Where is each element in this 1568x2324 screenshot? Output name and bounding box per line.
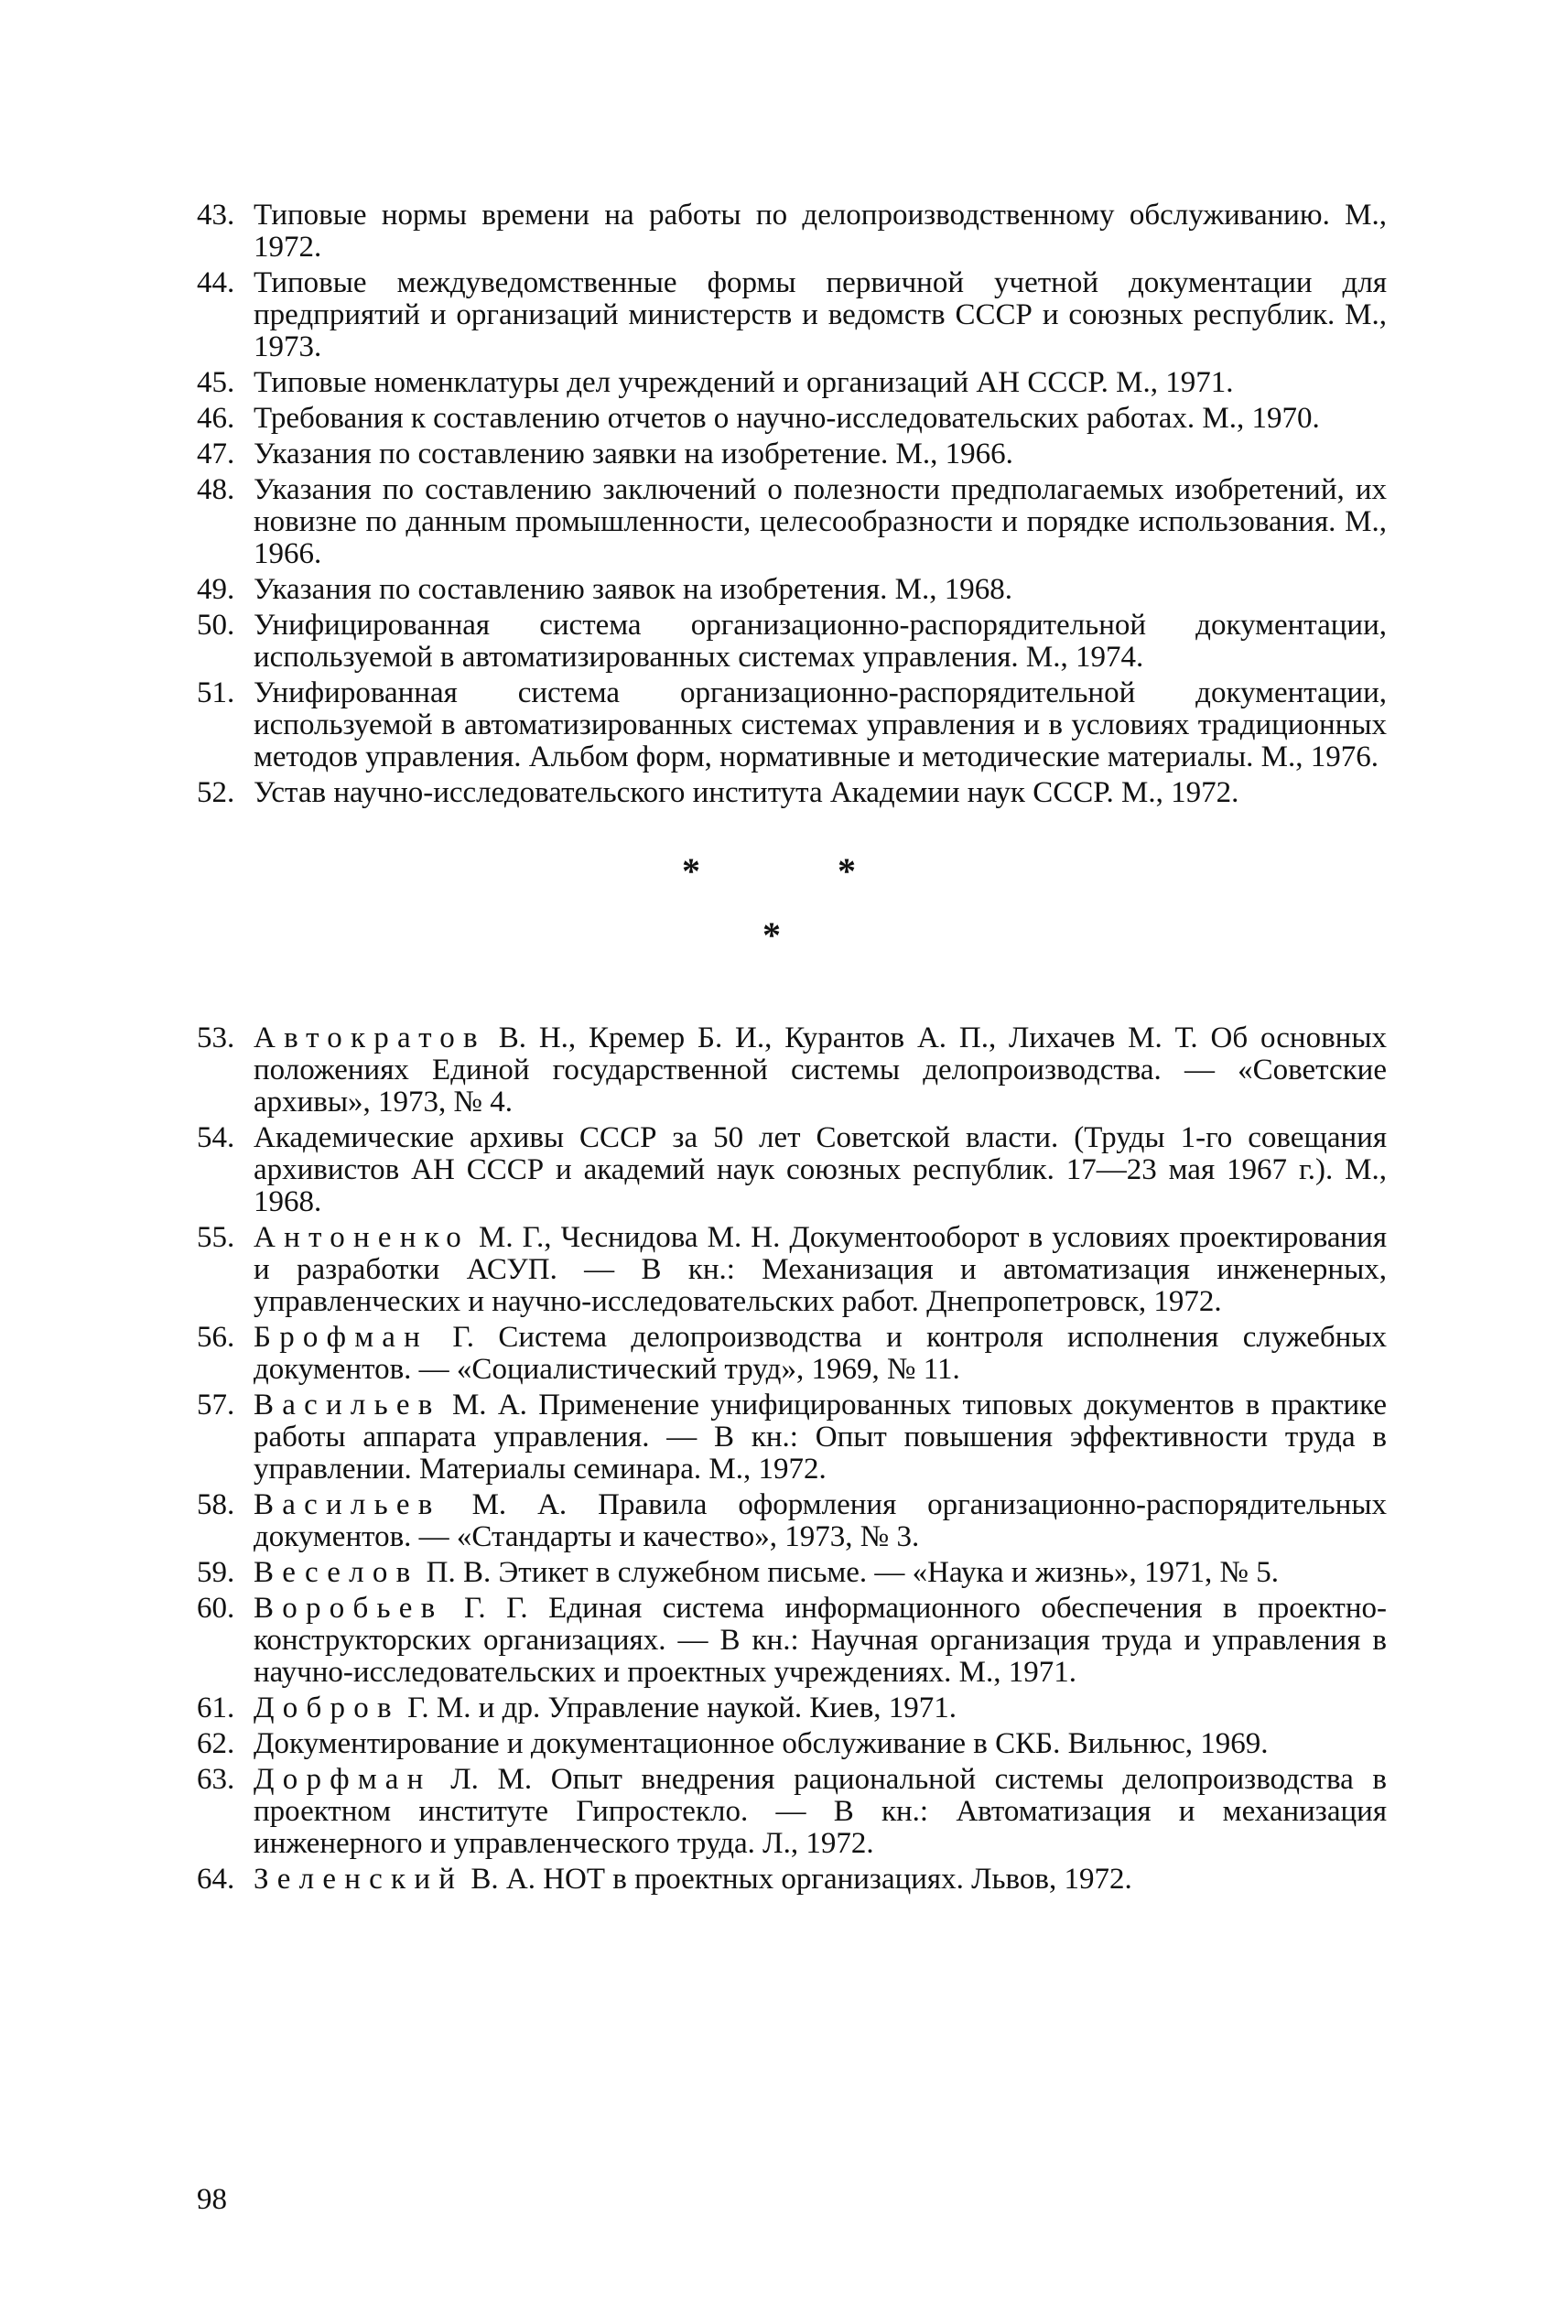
reference-author: Антоненко	[254, 1221, 470, 1254]
reference-number: 44.	[197, 266, 235, 299]
reference-text: Л. М. Опыт внедрения рациональной системы делопроизводства в проектном институте Гипростекло. — В кн.: Автоматизация и механизация инженерного и управленческого труда. Л., 1972.	[254, 1763, 1387, 1860]
reference-number: 55.	[197, 1221, 235, 1254]
reference-text: Указания по составлению заявок на изобретения. М., 1968.	[254, 573, 1012, 606]
reference-text: Типовые междуведомственные формы первичной учетной документации для предприятий и организаций министерств и ведомств СССР и союзных республик. М., 1973.	[254, 266, 1387, 363]
reference-text: Унифированная система организационно-распорядительной документации, используемой в автоматизированных системах управления и в условиях традиционных методов управления. Альбом форм, нормативные и методические материалы. М., 1976.	[254, 676, 1387, 773]
reference-item	[197, 1022, 1387, 1119]
reference-item	[197, 777, 1387, 809]
reference-text: П. В. Этикет в служебном письме. — «Наука и жизнь», 1971, № 5.	[426, 1556, 1280, 1589]
reference-item	[197, 474, 1387, 570]
reference-item	[197, 367, 1387, 399]
reference-text: Типовые номенклатуры дел учреждений и организаций АН СССР. М., 1971.	[254, 366, 1234, 399]
reference-number: 61.	[197, 1692, 235, 1724]
reference-text: Документирование и документационное обслуживание в СКБ. Вильнюс, 1969.	[254, 1727, 1269, 1760]
reference-item	[197, 1692, 1387, 1724]
asterisk-separator: *	[682, 850, 700, 892]
reference-text: Г. М. и др. Управление наукой. Киев, 1971.	[407, 1692, 957, 1724]
reference-text: Унифицированная система организационно-распорядительной документации, используемой в автоматизированных системах управления. М., 1974.	[254, 609, 1387, 674]
reference-item	[197, 1222, 1387, 1318]
reference-text: Типовые нормы времени на работы по делопроизводственному обслуживанию. М., 1972.	[254, 199, 1387, 264]
reference-item	[197, 677, 1387, 773]
asterisk-separator: *	[838, 850, 856, 892]
reference-number: 53.	[197, 1021, 235, 1054]
reference-number: 51.	[197, 676, 235, 709]
reference-item	[197, 1557, 1387, 1589]
reference-text: В. Н., Кремер Б. И., Курантов А. П., Лихачев М. Т. Об основных положениях Единой государственной системы делопроизводства. — «Советские архивы», 1973, № 4.	[254, 1021, 1388, 1119]
reference-number: 52.	[197, 776, 235, 809]
reference-text: Указания по составлению заявки на изобретение. М., 1966.	[254, 438, 1013, 470]
reference-item	[197, 200, 1387, 264]
reference-item	[197, 1489, 1387, 1553]
reference-item	[197, 438, 1387, 470]
reference-number: 49.	[197, 573, 235, 606]
reference-list-second	[197, 1022, 1387, 1896]
reference-author: Васильев	[254, 1488, 441, 1521]
reference-item	[197, 1389, 1387, 1486]
reference-number: 54.	[197, 1121, 235, 1154]
reference-number: 63.	[197, 1763, 235, 1796]
reference-item	[197, 1728, 1387, 1760]
reference-number: 58.	[197, 1488, 235, 1521]
reference-number: 64.	[197, 1863, 235, 1896]
reference-number: 43.	[197, 199, 235, 232]
reference-author: Веселов	[254, 1556, 419, 1589]
reference-number: 62.	[197, 1727, 235, 1760]
reference-list-first	[197, 200, 1387, 809]
reference-text: Г. Система делопроизводства и контроля исполнения служебных документов. — «Социалистический труд», 1969, № 11.	[254, 1321, 1388, 1386]
reference-item	[197, 403, 1387, 435]
reference-number: 60.	[197, 1592, 235, 1625]
reference-number: 59.	[197, 1556, 235, 1589]
reference-author: Зеленский	[254, 1863, 464, 1896]
reference-item	[197, 1322, 1387, 1386]
bibliography-page	[197, 200, 1387, 1899]
reference-author: Брофман	[254, 1321, 428, 1354]
reference-text: Указания по составлению заключений о полезности предполагаемых изобретений, их новизне по данным промышленности, целесообразности и порядке использования. М., 1966.	[254, 473, 1387, 570]
reference-text: Академические архивы СССР за 50 лет Советской власти. (Труды 1-го совещания архивистов АН СССР и академий наук союзных республик. 17—23 мая 1967 г.). М., 1968.	[254, 1121, 1387, 1218]
reference-author: Воробьев	[254, 1592, 444, 1625]
reference-text: М. Г., Чеснидова М. Н. Документооборот в условиях проектирования и разработки АСУП. — В кн.: Механизация и автоматизация инженерных, управленческих и научно-исследовательских работ. Днепропетровск, 1972.	[254, 1221, 1387, 1318]
page-number: 98	[197, 2183, 227, 2216]
reference-text: Требования к составлению отчетов о научно-исследовательских работах. М., 1970.	[254, 402, 1320, 435]
asterisk-separator: *	[762, 914, 781, 956]
reference-number: 56.	[197, 1321, 235, 1354]
reference-text: Г. Г. Единая система информационного обеспечения в проектно-конструкторских организациях. — В кн.: Научная организация труда и управления в научно-исследовательских и проектных учреждениях. М., 1971.	[254, 1592, 1387, 1689]
reference-author: Добров	[254, 1692, 400, 1724]
reference-item	[197, 574, 1387, 606]
reference-number: 45.	[197, 366, 235, 399]
reference-number: 47.	[197, 438, 235, 470]
reference-text: М. А. Правила оформления организационно-распорядительных документов. — «Стандарты и качество», 1973, № 3.	[254, 1488, 1387, 1553]
section-separator	[197, 835, 1387, 1022]
reference-author: Дорфман	[254, 1763, 432, 1796]
reference-item	[197, 1593, 1387, 1689]
reference-number: 48.	[197, 473, 235, 506]
reference-text: М. А. Применение унифицированных типовых документов в практике работы аппарата управления. — В кн.: Опыт повышения эффективности труда в управлении. Материалы семинара. М., 1972.	[254, 1389, 1387, 1486]
reference-number: 46.	[197, 402, 235, 435]
reference-text: Устав научно-исследовательского института Академии наук СССР. М., 1972.	[254, 776, 1239, 809]
reference-item	[197, 267, 1387, 363]
reference-item	[197, 1764, 1387, 1860]
reference-number: 57.	[197, 1389, 235, 1421]
reference-author: Автократов	[254, 1021, 486, 1054]
reference-item	[197, 1122, 1387, 1218]
reference-text: В. А. НОТ в проектных организациях. Львов, 1972.	[470, 1863, 1132, 1896]
reference-item	[197, 610, 1387, 674]
reference-author: Васильев	[254, 1389, 441, 1421]
reference-number: 50.	[197, 609, 235, 642]
reference-item	[197, 1864, 1387, 1896]
